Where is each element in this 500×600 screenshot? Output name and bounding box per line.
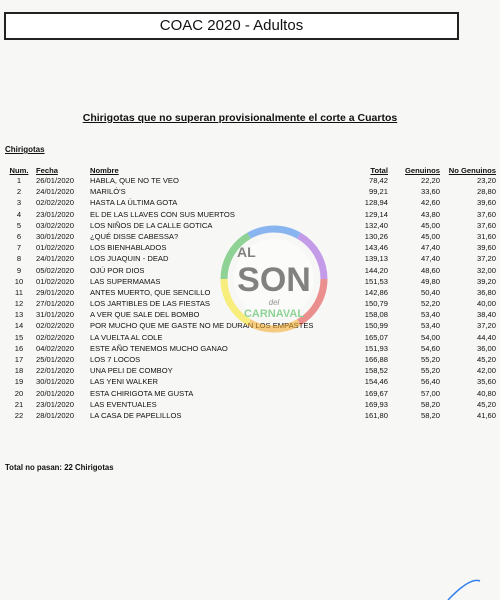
- table-body: [4, 176, 500, 422]
- total-summary: Total no pasan: 22 Chirigotas: [5, 463, 114, 472]
- cell-no-genuinos: 37,60: [476, 209, 496, 219]
- cell-nombre: LOS 7 LOCOS: [90, 355, 141, 364]
- cell-no-genuinos: 32,00: [476, 265, 496, 275]
- cell-genuinos: 58,20: [420, 399, 440, 409]
- cell-genuinos: 54,00: [420, 332, 440, 342]
- cell-fecha: 30/01/2020: [36, 377, 75, 387]
- cell-num: 6: [16, 231, 22, 241]
- document-title-text: COAC 2020 - Adultos: [159, 17, 304, 34]
- table-row: [4, 266, 500, 277]
- table-row: [4, 377, 500, 388]
- cell-no-genuinos: 38,40: [476, 310, 496, 320]
- cell-fecha: 20/01/2020: [36, 388, 75, 398]
- cell-nombre: HASTA LA ÚLTIMA GOTA: [90, 198, 178, 208]
- cell-num: 13: [14, 310, 24, 320]
- table-row: [4, 187, 500, 198]
- table-row: [4, 210, 500, 221]
- table-row: [4, 198, 500, 209]
- cell-total: 78,42: [368, 176, 388, 185]
- cell-num: 7: [16, 243, 22, 253]
- table-row: [4, 400, 500, 411]
- logo-carnaval-text: CARNAVAL: [243, 308, 305, 320]
- cell-nombre: ¿QUÉ DISSE CABESSA?: [90, 231, 179, 241]
- results-table: [4, 165, 500, 422]
- cell-total: 128,94: [364, 198, 388, 208]
- col-num-header: Num.: [9, 166, 29, 175]
- cell-fecha: 23/01/2020: [36, 209, 75, 219]
- cell-no-genuinos: 39,60: [476, 198, 496, 208]
- cell-no-genuinos: 41,60: [476, 410, 496, 420]
- table-row: [4, 366, 500, 377]
- cell-nombre: LOS NIÑOS DE LA CALLE GOTICA: [90, 220, 213, 230]
- cell-no-genuinos: 36,80: [476, 287, 496, 297]
- cell-no-genuinos: 37,20: [476, 321, 496, 331]
- cell-num: 22: [14, 410, 24, 420]
- cell-fecha: 27/01/2020: [36, 299, 75, 309]
- table-row: [4, 310, 500, 321]
- cell-no-genuinos: 44,40: [476, 332, 496, 342]
- cell-fecha: 23/01/2020: [36, 399, 75, 409]
- cell-genuinos: 47,40: [420, 243, 440, 253]
- cell-num: 3: [16, 198, 22, 208]
- corner-decoration: [440, 575, 480, 600]
- cell-no-genuinos: 45,20: [476, 355, 496, 364]
- cell-genuinos: 53,40: [420, 321, 440, 331]
- cell-fecha: 02/02/2020: [36, 321, 75, 331]
- cell-num: 19: [14, 377, 24, 387]
- cell-fecha: 01/02/2020: [36, 276, 75, 286]
- cell-genuinos: 43,80: [420, 209, 440, 219]
- cell-total: 150,99: [364, 321, 388, 331]
- cell-num: 14: [14, 321, 24, 331]
- cell-fecha: 03/02/2020: [36, 220, 75, 230]
- cell-no-genuinos: 42,00: [476, 366, 496, 376]
- cell-nombre: ANTES MUERTO, QUE SENCILLO: [90, 287, 211, 297]
- cell-no-genuinos: 40,80: [476, 388, 496, 398]
- cell-total: 165,07: [364, 332, 388, 342]
- cell-no-genuinos: 37,20: [476, 254, 496, 264]
- cell-num: 17: [14, 355, 24, 364]
- table-row: [4, 176, 500, 187]
- cell-total: 166,88: [364, 355, 388, 364]
- cell-total: 139,13: [364, 254, 388, 264]
- cell-total: 158,52: [364, 366, 388, 376]
- cell-total: 161,80: [364, 410, 388, 420]
- cell-total: 129,14: [364, 209, 388, 219]
- cell-fecha: 04/02/2020: [36, 343, 75, 353]
- cell-total: 142,86: [364, 287, 388, 297]
- table-row: [4, 411, 500, 422]
- cell-no-genuinos: 23,20: [476, 176, 496, 185]
- cell-total: 144,20: [364, 265, 388, 275]
- cell-genuinos: 45,00: [420, 220, 440, 230]
- cell-num: 9: [16, 265, 22, 275]
- cell-genuinos: 54,60: [420, 343, 440, 353]
- cell-genuinos: 48,60: [420, 265, 440, 275]
- cell-nombre: LAS EVENTUALES: [90, 399, 157, 409]
- cell-nombre: EL DE LAS LLAVES CON SUS MUERTOS: [90, 209, 235, 219]
- table-row: [4, 333, 500, 344]
- cell-genuinos: 50,40: [420, 287, 440, 297]
- cell-nombre: MARILÓ'S: [90, 187, 126, 197]
- cell-no-genuinos: 28,80: [476, 187, 496, 197]
- col-total-header: Total: [370, 166, 388, 175]
- cell-fecha: 02/02/2020: [36, 198, 75, 208]
- cell-nombre: LOS JUAQUIN - DEAD: [90, 254, 169, 264]
- cell-total: 132,40: [364, 220, 388, 230]
- table-row: [4, 299, 500, 310]
- cell-num: 11: [15, 287, 23, 297]
- cell-fecha: 28/01/2020: [36, 410, 75, 420]
- cell-num: 5: [16, 220, 22, 230]
- cell-no-genuinos: 35,60: [476, 377, 496, 387]
- cell-num: 8: [16, 254, 22, 264]
- cell-fecha: 26/01/2020: [36, 176, 75, 185]
- table-row: [4, 232, 500, 243]
- cell-num: 1: [16, 176, 22, 185]
- cell-no-genuinos: 31,60: [476, 231, 496, 241]
- cell-nombre: LAS SUPERMAMAS: [90, 276, 161, 286]
- cell-total: 158,08: [364, 310, 388, 320]
- table-row: [4, 288, 500, 299]
- col-no-genuinos-header: No Genuinos: [448, 166, 496, 175]
- cell-num: 15: [14, 332, 24, 342]
- cell-fecha: 22/01/2020: [36, 366, 75, 376]
- cell-fecha: 30/01/2020: [36, 231, 75, 241]
- cell-nombre: LOS BIENHABLADOS: [90, 243, 167, 253]
- cell-genuinos: 47,40: [420, 254, 440, 264]
- cell-total: 130,26: [364, 231, 388, 241]
- cell-fecha: 24/01/2020: [36, 187, 75, 197]
- document-subtitle: Chirigotas que no superan provisionalmente el corte a Cuartos: [82, 112, 398, 124]
- cell-no-genuinos: 40,00: [476, 299, 496, 309]
- cell-genuinos: 55,20: [420, 355, 440, 364]
- cell-no-genuinos: 39,20: [476, 276, 496, 286]
- table-row: [4, 355, 500, 366]
- cell-nombre: HABLA, QUE NO TE VEO: [90, 176, 179, 185]
- logo-al-text: AL: [237, 244, 256, 260]
- table-row: [4, 221, 500, 232]
- cell-genuinos: 56,40: [420, 377, 440, 387]
- cell-genuinos: 45,00: [420, 231, 440, 241]
- cell-fecha: 29/01/2020: [36, 287, 75, 297]
- cell-num: 4: [16, 209, 22, 219]
- table-row: [4, 321, 500, 332]
- cell-genuinos: 52,20: [420, 299, 440, 309]
- cell-no-genuinos: 37,60: [476, 220, 496, 230]
- cell-num: 21: [14, 399, 24, 409]
- cell-genuinos: 55,20: [420, 366, 440, 376]
- cell-genuinos: 22,20: [420, 176, 440, 185]
- table-row: [4, 344, 500, 355]
- cell-num: 18: [14, 366, 24, 376]
- cell-total: 150,79: [364, 299, 388, 309]
- cell-fecha: 01/02/2020: [36, 243, 75, 253]
- cell-nombre: POR MUCHO QUE ME GASTE NO ME DURAN LOS EMPASTES: [90, 321, 314, 331]
- cell-fecha: 02/02/2020: [36, 332, 75, 342]
- section-label: Chirigotas: [5, 145, 45, 154]
- cell-num: 20: [14, 388, 24, 398]
- logo-son-text: SON: [237, 261, 311, 299]
- document-title: [4, 12, 459, 40]
- cell-fecha: 24/01/2020: [36, 254, 75, 264]
- cell-genuinos: 58,20: [420, 410, 440, 420]
- cell-genuinos: 57,00: [420, 388, 440, 398]
- col-nombre-header: Nombre: [90, 166, 119, 175]
- table-row: [4, 243, 500, 254]
- cell-total: 99,21: [368, 187, 388, 197]
- cell-nombre: A VER QUE SALE DEL BOMBO: [90, 310, 200, 320]
- cell-fecha: 31/01/2020: [36, 310, 75, 320]
- cell-nombre: LA VUELTA AL COLE: [90, 332, 163, 342]
- cell-total: 151,93: [364, 343, 388, 353]
- col-genuinos-header: Genuinos: [404, 166, 440, 175]
- cell-nombre: ESTA CHIRIGOTA ME GUSTA: [90, 388, 194, 398]
- cell-total: 169,93: [364, 399, 388, 409]
- cell-num: 10: [14, 276, 24, 286]
- table-row: [4, 254, 500, 265]
- cell-nombre: OJÚ POR DIOS: [90, 265, 145, 275]
- cell-genuinos: 53,40: [420, 310, 440, 320]
- cell-fecha: 25/01/2020: [36, 355, 75, 364]
- cell-no-genuinos: 36,00: [476, 343, 496, 353]
- cell-no-genuinos: 39,60: [476, 243, 496, 253]
- cell-total: 154,46: [364, 377, 388, 387]
- cell-nombre: UNA PELI DE COMBOY: [90, 366, 173, 376]
- cell-num: 16: [14, 343, 24, 353]
- cell-nombre: LOS JARTIBLES DE LAS FIESTAS: [90, 299, 210, 309]
- cell-num: 2: [16, 187, 22, 197]
- table-row: [4, 389, 500, 400]
- cell-nombre: LA CASA DE PAPELILLOS: [90, 410, 182, 420]
- cell-num: 12: [14, 299, 24, 309]
- logo-del-text: del: [268, 298, 280, 307]
- cell-total: 143,46: [364, 243, 388, 253]
- cell-genuinos: 33,60: [420, 187, 440, 197]
- cell-genuinos: 49,80: [420, 276, 440, 286]
- cell-total: 169,67: [364, 388, 388, 398]
- cell-fecha: 05/02/2020: [36, 265, 75, 275]
- cell-no-genuinos: 45,20: [476, 399, 496, 409]
- cell-nombre: LAS YENI WALKER: [90, 377, 158, 387]
- cell-total: 151,53: [364, 276, 388, 286]
- cell-nombre: ESTE AÑO TENEMOS MUCHO GANAO: [90, 343, 228, 353]
- table-header-row: [4, 165, 500, 176]
- col-fecha-header: Fecha: [36, 166, 58, 175]
- cell-genuinos: 42,60: [420, 198, 440, 208]
- table-row: [4, 277, 500, 288]
